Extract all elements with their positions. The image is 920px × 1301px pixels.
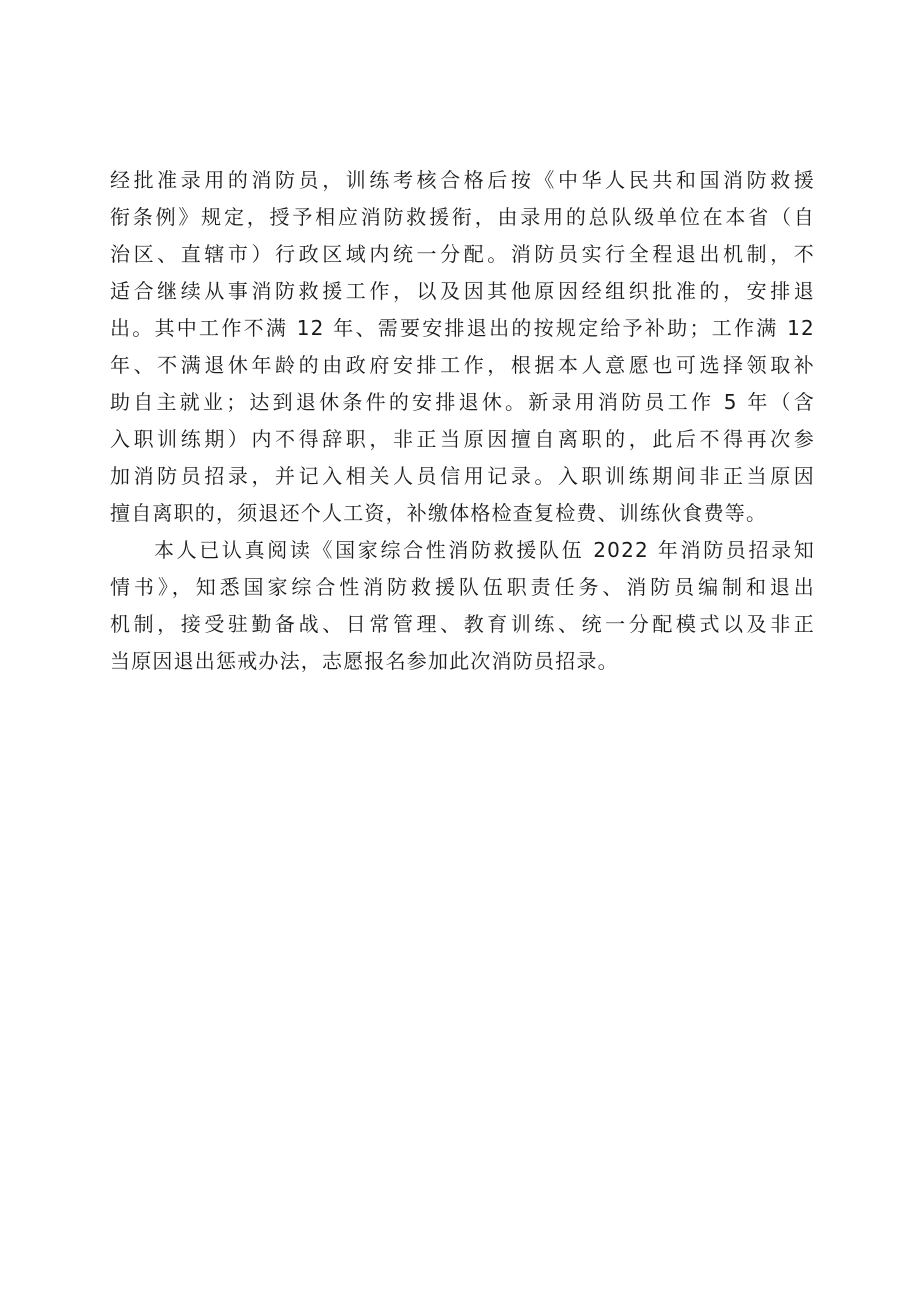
text-line: 当原因退出惩戒办法，志愿报名参加此次消防员招录。 xyxy=(110,649,619,673)
text-line: 入职训练期）内不得辞职，非正当原因擅自离职的，此后不得再次参 xyxy=(110,427,815,451)
text-line: 擅自离职的，须退还个人工资，补缴体格检查复检费、训练伙食费等。 xyxy=(110,501,768,525)
text-line: 出。其中工作不满 12 年、需要安排退出的按规定给予补助；工作满 12 xyxy=(110,316,815,340)
text-line: 机制，接受驻勤备战、日常管理、教育训练、统一分配模式以及非正 xyxy=(110,612,815,636)
text-line: 衔条例》规定，授予相应消防救援衔，由录用的总队级单位在本省（自 xyxy=(110,205,815,229)
paragraph-2 xyxy=(110,532,815,680)
text-line: 助自主就业；达到退休条件的安排退休。新录用消防员工作 5 年（含 xyxy=(110,390,815,414)
text-line: 经批准录用的消防员，训练考核合格后按《中华人民共和国消防救援 xyxy=(110,168,815,192)
paragraph-1 xyxy=(110,162,815,532)
text-line: 年、不满退休年龄的由政府安排工作，根据本人意愿也可选择领取补 xyxy=(110,353,815,377)
text-line: 适合继续从事消防救援工作，以及因其他原因经组织批准的，安排退 xyxy=(110,279,815,303)
text-line: 加消防员招录，并记入相关人员信用记录。入职训练期间非正当原因 xyxy=(110,464,815,488)
text-line: 治区、直辖市）行政区域内统一分配。消防员实行全程退出机制，不 xyxy=(110,242,815,266)
document-body xyxy=(110,162,815,680)
text-line-indented: 本人已认真阅读《国家综合性消防救援队伍 2022 年消防员招录知 xyxy=(154,538,815,562)
text-line: 情书》，知悉国家综合性消防救援队伍职责任务、消防员编制和退出 xyxy=(110,575,815,599)
